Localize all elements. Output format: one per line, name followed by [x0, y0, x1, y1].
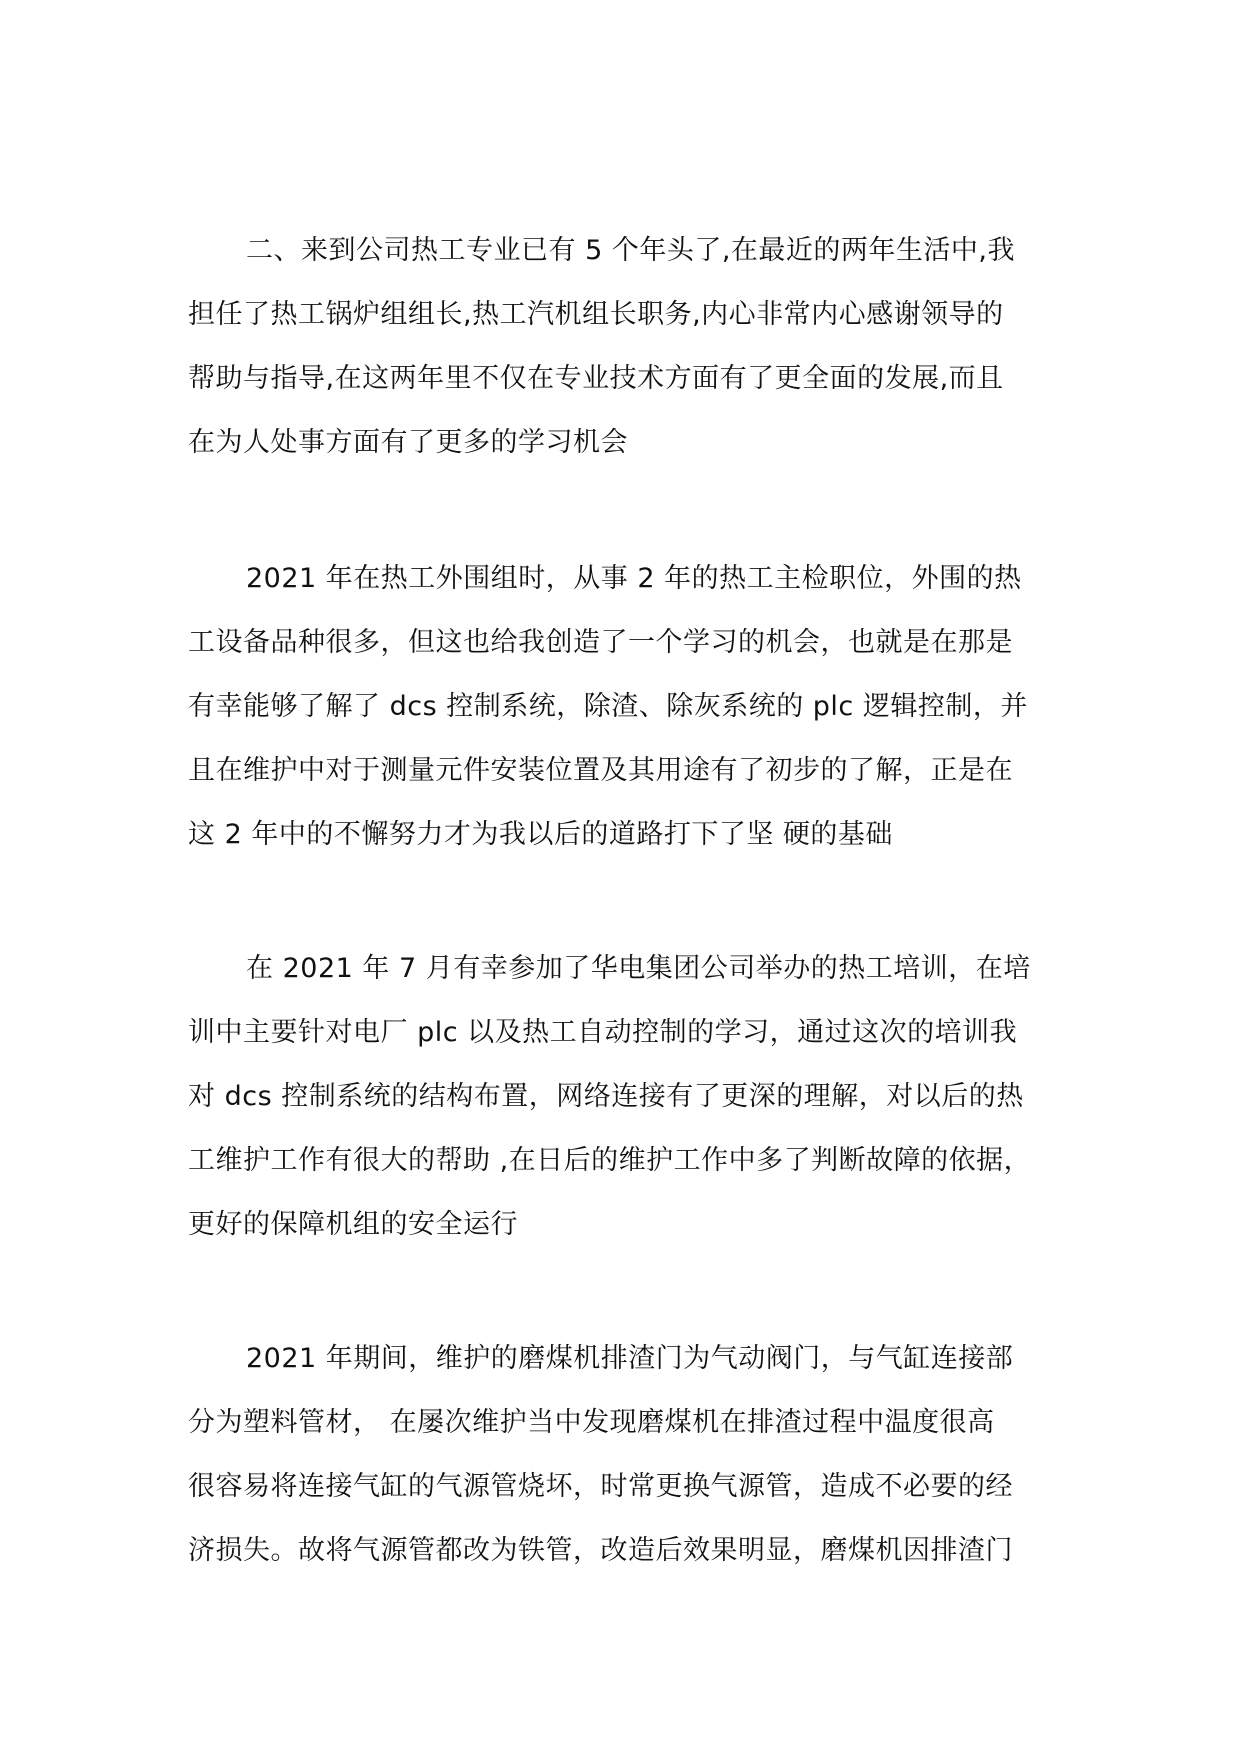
- text-line: 二、来到公司热工专业已有 5 个年头了,在最近的两年生活中,我: [246, 235, 1016, 266]
- text-line: 工设备品种很多，但这也给我创造了一个学习的机会，也就是在那是: [188, 627, 1013, 658]
- text-line: 分为塑料管材， 在屡次维护当中发现磨煤机在排渣过程中温度很高: [188, 1407, 995, 1438]
- text-line: 帮助与指导,在这两年里不仅在专业技术方面有了更全面的发展,而且: [188, 363, 1004, 394]
- paragraph-1: [188, 219, 1058, 475]
- text-line: 有幸能够了解了 dcs 控制系统，除渣、除灰系统的 plc 逻辑控制，并: [188, 691, 1028, 722]
- paragraph-3: [188, 937, 1058, 1257]
- text-line: 且在维护中对于测量元件安装位置及其用途有了初步的了解，正是在: [188, 755, 1013, 786]
- text-line: 这 2 年中的不懈努力才为我以后的道路打下了坚 硬的基础: [188, 819, 893, 850]
- text-line: 更好的保障机组的安全运行: [188, 1209, 518, 1240]
- text-line: 担任了热工锅炉组组长,热工汽机组长职务,内心非常内心感谢领导的: [188, 299, 1004, 330]
- text-line: 训中主要针对电厂 plc 以及热工自动控制的学习，通过这次的培训我: [188, 1017, 1018, 1048]
- text-line: 对 dcs 控制系统的结构布置，网络连接有了更深的理解，对以后的热: [188, 1081, 1024, 1112]
- text-line: 很容易将连接气缸的气源管烧坏，时常更换气源管，造成不必要的经: [188, 1471, 1013, 1502]
- text-line: 在为人处事方面有了更多的学习机会: [188, 427, 628, 458]
- text-line: 在 2021 年 7 月有幸参加了华电集团公司举办的热工培训，在培: [246, 953, 1031, 984]
- text-line: 2021 年在热工外围组时，从事 2 年的热工主检职位，外围的热: [246, 563, 1022, 594]
- text-line: 工维护工作有很大的帮助 ,在日后的维护工作中多了判断故障的依据，: [188, 1145, 1032, 1176]
- paragraph-2: [188, 547, 1058, 867]
- paragraph-4: [188, 1327, 1058, 1583]
- text-line: 济损失。故将气源管都改为铁管，改造后效果明显，磨煤机因排渣门: [188, 1535, 1013, 1566]
- text-line: 2021 年期间，维护的磨煤机排渣门为气动阀门，与气缸连接部: [246, 1343, 1014, 1374]
